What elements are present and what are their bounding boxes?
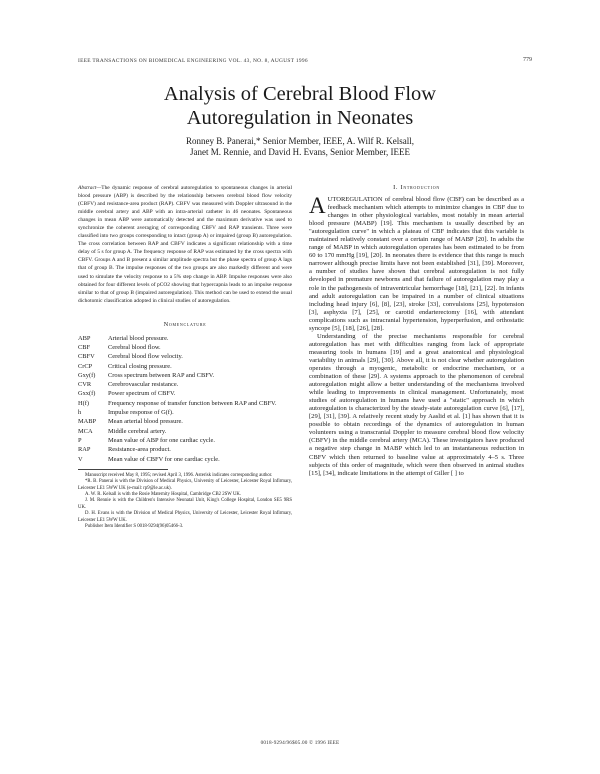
author-list [60,136,540,158]
nomenclature-symbol: V [78,455,83,463]
nomenclature-symbol: Gxx(f) [78,390,96,398]
nomenclature-heading: Nomenclature [163,320,207,328]
authors-line-1: Ronney B. Panerai,* Senior Member, IEEE, A. Wilf R. Kelsall, [185,136,415,146]
nomenclature-row [78,417,292,426]
footnote: J. M. Rennie is with the Children's Intensive Neonatal Unit, King's College Hospital, London SE5 9RS UK. [78,498,292,510]
intro-paragraph-2: Understanding of the precise mechanisms responsible for cerebral autoregulation has met with difficulties ranging from lack of appropriate measuring tools in humans [19] and a great anatomical and physiological variability in animals [29], [30]. Above all, it is not clear whether autoregulation operates through a myogenic, metabolic or endocrine mechanism, or a combination of these [29]. A systems approach to the phenomenon of cerebral autoregulation might allow a better understanding of the mechanisms involved while leading to improvements in clinical management. Unfortunately, most studies of autoregulation in humans have used a "static" approach in which autoregulation is characterized by the steady-state autoregulation curve [6], [17], [29], [31], [39]. A relatively recent study by Aaslid et al. [1] has shown that it is possible to obtain recordings of the dynamics of autoregulation in human volunteers using a transcranial Doppler to measure cerebral blood flow velocity (CBFV) in the middle cerebral artery (MCA). These investigators have produced a negative step change in MABP which led to an instantaneous reduction in CBFV which then returned to baseline value at approximately 4–5 s. Three subjects of this order of magnitude, which were then observed in animal studies [15], [34], indicate limitations in the attempt of Giller [ ] to [309,332,524,477]
nomenclature-definition: Mean value of CBFV for one cardiac cycle. [108,455,220,463]
running-head: IEEE TRANSACTIONS ON BIOMEDICAL ENGINEERING VOL. 43, NO. 8, AUGUST 1996 [78,58,308,64]
footnote: A. W. R. Kelsall is with the Rosie Maternity Hospital, Cambridge CB2 2SW UK. [85,492,242,498]
intro-paragraph-1-text: UTOREGULATION of cerebral blood flow (CBF) can be described as a feedback mechanism which attempts to minimize changes in CBF due to changes in other physiological variables, most notably in mean arterial blood pressure (MABP) [19]. This mechanism is usually described by an "autoregulation curve" in which a plateau of CBF indicates that this variable is maintained relatively constant over a certain range of MABP [20]. In adults the range of MABP in which autoregulation operates has been estimated to be from 60 to 170 mmHg [19], [20]. In neonates there is evidence that this range is much narrower although precise limits have not been established [31], [39]. Moreover, a number of studies have shown that cerebral autoregulation is not fully developed in premature newborns and that failure of autoregulation may play a role in the pathogenesis of intraventricular hemorrhage [18], [21], [22]. In infants and adult autoregulation can be impaired in a number of clinical situations including head injury [6], [8], [23], stroke [33], convulsions [25], hypotension [3], asphyxia [7], [25], or carotid endarterectomy [16], with attendant complications such as intracranial hypertension, hyperperfusion, and orthostatic syncope [5], [18], [26], [28]. [309,196,524,332]
abstract-body: The dynamic response of cerebral autoregulation to spontaneous changes in arterial blood pressure (ABP) is described by the relationship between cerebral blood flow velocity (CBFV) and resistance-area product (RAP). CBFV was measured with Doppler ultrasound in the middle cerebral artery and ABP with an intra-arterial catheter in 46 neonates. Spontaneous changes in mean ABP were automatically detected and the maximum derivative was used to synchronize the coherent averaging of corresponding CBFV and RAP transients. Three were classified into two groups corresponding to intact (group A) or impaired (group B) autoregulation. The cross correlation between RAP and CBFV indicates a significant relationship with a time delay of 5 s for group A. The frequency response of RAP was estimated by the cross spectra with CBFV. Groups A and B present a similar amplitude spectra but the phase spectra of group A lags that of group B. The impulse responses of the two groups are also markedly different and were used to simulate the velocity response to a 5% step change in ABP. Impulse responses were also obtained for four different levels of pCO2 showing that hypercapnia leads to an impulse response similar to that of group B (impaired autoregulation). This method can be used to extend the usual dichotomic classification adopted in clinical studies of autoregulation. [78,185,292,304]
page-number: 779 [523,57,532,63]
abstract [78,184,292,305]
intro-paragraph-1 [309,193,524,333]
nomenclature-list [78,334,292,464]
nomenclature-row [78,445,292,454]
nomenclature-row [78,343,292,352]
nomenclature-symbol: MCA [78,427,93,435]
footnote: Publisher Item Identifier S 0018-9294(96)05466-3. [85,524,184,530]
nomenclature-row [78,436,292,445]
nomenclature-symbol: CVR [78,381,92,389]
abstract-lead: Abstract— [78,185,102,191]
nomenclature-symbol: CBFV [78,353,95,361]
nomenclature-definition: Impulse response of G(f). [108,409,174,417]
right-column [309,184,524,478]
nomenclature-row [78,408,292,417]
nomenclature-row [78,380,292,389]
nomenclature-symbol: P [78,436,82,444]
nomenclature-row [78,362,292,371]
nomenclature-symbol: MABP [78,418,97,426]
left-column [78,184,292,531]
nomenclature-row [78,334,292,343]
nomenclature-symbol: H(f) [78,399,89,407]
title-line-2: Autoregulation in Neonates [186,107,414,129]
nomenclature-definition: Frequency response of transfer function between RAP and CBFV. [108,399,277,407]
nomenclature-row [78,352,292,361]
title-line-1: Analysis of Cerebral Blood Flow [163,83,437,105]
nomenclature-definition: Mean arterial blood pressure. [108,418,183,426]
nomenclature-symbol: h [78,409,82,417]
nomenclature-row [78,427,292,436]
copyright-code: 0018-9294/96$05.00 © 1996 IEEE [260,740,340,746]
nomenclature-symbol: CBF [78,344,91,351]
footnote: *R. B. Panerai is with the Division of Medical Physics, University of Leicester, Leicester Royal Infirmary, Leicester LE1 5WW UK (e-mail: rp9@le.ac.uk). [78,479,292,491]
nomenclature-definition: Critical closing pressure. [108,362,172,370]
nomenclature-definition: Power spectrum of CBFV. [108,390,176,398]
nomenclature-row [78,399,292,408]
nomenclature-symbol: CrCP [78,362,93,370]
nomenclature-symbol: RAP [78,446,91,454]
footnote-divider [78,469,168,470]
footnote: D. H. Evans is with the Division of Medical Physics, University of Leicester, Leicester Royal Infirmary, Leicester LE1 5WW UK. [78,511,292,523]
nomenclature-definition: Cerebrovascular resistance. [108,381,179,389]
nomenclature-definition: Cerebral blood flow. [108,344,161,351]
paper-title [60,82,540,130]
footnotes [78,473,292,531]
nomenclature-definition: Mean value of ABP for one cardiac cycle. [108,436,215,444]
nomenclature-row [78,371,292,380]
footnote: Manuscript received May 8, 1995; revised April 3, 1996. Asterisk indicates corresponding author. [85,472,273,478]
nomenclature-definition: Middle cerebral artery. [108,427,167,435]
nomenclature-definition: Arterial blood pressure. [108,334,169,342]
authors-line-2: Janet M. Rennie, and David H. Evans, Senior Member, IEEE [189,147,411,157]
nomenclature-row [78,455,292,464]
nomenclature-definition: Resistance-area product. [108,446,171,454]
drop-cap: A [309,193,326,218]
nomenclature-symbol: Gxy(f) [78,371,96,379]
nomenclature-symbol: ABP [78,334,91,342]
section-heading-introduction: I. Introduction [393,184,440,191]
nomenclature-row [78,389,292,398]
introduction-body [309,193,524,478]
nomenclature-definition: Cerebral blood flow velocity. [108,353,183,361]
nomenclature-definition: Cross spectrum between RAP and CBFV. [108,371,215,379]
